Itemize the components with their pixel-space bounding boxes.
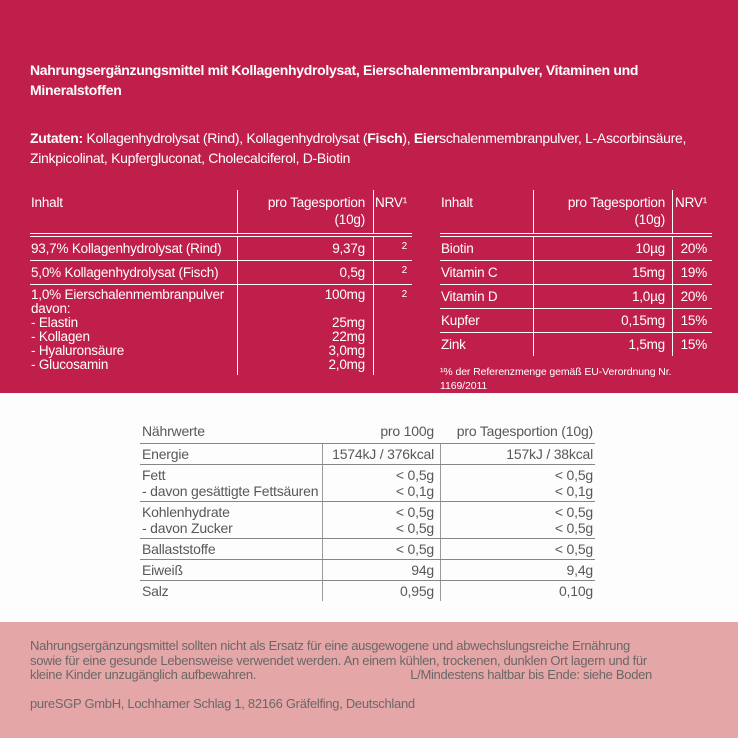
nutrition-section — [0, 393, 738, 622]
row-nrv: 15% — [672, 309, 712, 332]
nutrition-row-energie — [140, 443, 595, 464]
naehrwerte-table — [140, 423, 595, 601]
row-label: 93,7% Kollagenhydrolysat (Rind) — [31, 241, 222, 256]
disclaimer-line2: sowie für eine gesunde Lebensweise verwendet werden. An einem kühlen, trockenen, dunklen Ort lagern und für — [30, 652, 647, 668]
value-line: < 0,5g — [395, 541, 434, 557]
row-portion — [440, 560, 595, 580]
row-label: Biotin — [441, 241, 474, 256]
value-line: < 0,5g — [554, 541, 593, 557]
company-address: pureSGP GmbH, Lochhamer Schlag 1, 82166 Gräfelfing, Deutschland — [30, 695, 415, 711]
row-nrv-footref: 2 — [373, 285, 412, 375]
row-label: 5,0% Kollagenhydrolysat (Fisch) — [31, 265, 219, 280]
nutrition-row-salz — [140, 580, 595, 601]
row-label: Kupfer — [441, 313, 480, 328]
group-labels — [30, 285, 237, 375]
nutrition-header-row — [140, 423, 595, 443]
table-row — [30, 237, 412, 260]
ingredients-line1 — [30, 128, 730, 148]
row-value: 10µg — [533, 237, 672, 260]
value-line: 0,10g — [558, 583, 593, 599]
row-label — [140, 444, 322, 464]
header-portion: pro Tagesportion (10g) — [533, 190, 672, 233]
value-line: < 0,5g — [395, 504, 434, 520]
row-value: 15mg — [533, 261, 672, 284]
header-portion: pro Tagesportion (10g) — [456, 423, 593, 439]
table-row — [440, 332, 712, 356]
label-line: Eiweiß — [142, 562, 183, 578]
label-line: Salz — [142, 583, 169, 599]
row-label: Zink — [441, 337, 466, 352]
table-row — [440, 308, 712, 332]
header-portion: pro Tagesportion (10g) — [237, 190, 373, 233]
table-header-row — [440, 190, 712, 237]
row-label: Vitamin D — [441, 289, 498, 304]
value-line: < 0,1g — [395, 483, 434, 499]
row-portion — [440, 581, 595, 601]
row-value: 0,15mg — [533, 309, 672, 332]
label-line: - davon Zucker — [142, 520, 233, 536]
ingredients-label: Zutaten: — [30, 130, 83, 146]
row-nrv-footref: 2 — [373, 261, 412, 284]
row-label — [140, 539, 322, 559]
ingredients-paragraph — [30, 128, 730, 168]
row-value: 0,5g — [237, 261, 373, 284]
group-value: 3,0mg — [328, 343, 365, 358]
product-title — [30, 60, 720, 100]
row-nrv-footref: 2 — [373, 237, 412, 260]
group-label: 1,0% Eierschalenmembranpulver — [31, 287, 225, 302]
row-portion — [440, 444, 595, 464]
nutrition-row-fett — [140, 464, 595, 501]
group-label: davon: — [31, 301, 71, 316]
header-per100g: pro 100g — [380, 423, 434, 439]
value-line: < 0,5g — [554, 520, 593, 536]
value-line: 157kJ / 38kcal — [506, 446, 593, 462]
ingredients-line2: Zinkpicolinat, Kupfergluconat, Cholecalciferol, D-Biotin — [30, 150, 351, 166]
label-line: Fett — [142, 467, 166, 483]
row-nrv: 20% — [672, 285, 712, 308]
group-value: 25mg — [332, 315, 365, 330]
group-value — [238, 302, 365, 316]
value-line: < 0,5g — [554, 504, 593, 520]
row-per100 — [322, 581, 440, 601]
value-line: < 0,5g — [395, 520, 434, 536]
value-line: 9,4g — [566, 562, 593, 578]
group-label: - Glucosamin — [31, 357, 109, 372]
header-inhalt: Inhalt — [441, 195, 473, 210]
inhalt-table-collagen — [30, 190, 412, 407]
row-value: 1,0µg — [533, 285, 672, 308]
group-label: - Hyaluronsäure — [31, 343, 125, 358]
row-value: 9,37g — [237, 237, 373, 260]
right-column — [440, 190, 712, 407]
row-label — [140, 560, 322, 580]
ingredients-text: schalenmembranpulver, L-Ascorbinsäure, — [439, 130, 687, 146]
footnote-nrv-reference: ¹% der Referenzmenge gemäß EU-Verordnung Nr. 1169/2011 — [440, 366, 672, 392]
row-per100 — [322, 465, 440, 501]
table-row — [440, 260, 712, 284]
table-row — [440, 284, 712, 308]
disclaimer-line1: Nahrungsergänzungsmittel sollten nicht als Ersatz für eine ausgewogene und abwechslungsreiche Ernährung — [30, 638, 630, 653]
row-per100 — [322, 444, 440, 464]
value-line: < 0,5g — [554, 467, 593, 483]
row-label — [140, 502, 322, 538]
row-nrv: 15% — [672, 333, 712, 356]
group-value: 2,0mg — [328, 357, 365, 372]
value-line: 0,95g — [399, 583, 434, 599]
product-title-line1: Nahrungsergänzungsmittel mit Kollagenhydrolysat, Eierschalenmembranpulver, Vitaminen und — [30, 62, 639, 78]
group-value: 22mg — [332, 329, 365, 344]
header-inhalt: Inhalt — [31, 195, 63, 210]
group-value: 100mg — [324, 287, 365, 302]
storage-section — [0, 622, 738, 738]
header-naehrwerte: Nährwerte — [142, 423, 205, 439]
value-line: 94g — [411, 562, 434, 578]
content-tables — [30, 190, 712, 407]
label-line: Kohlenhydrate — [142, 504, 230, 520]
value-line: 1574kJ / 376kcal — [332, 446, 434, 462]
best-before-note: L/Mindestens haltbar bis Ende: siehe Boden — [410, 667, 652, 682]
disclaimer-line3-left: kleine Kinder unzugänglich aufbewahren. — [30, 667, 257, 682]
row-portion — [440, 539, 595, 559]
row-label — [140, 465, 322, 501]
label-line: Ballaststoffe — [142, 541, 216, 557]
row-value: 1,5mg — [533, 333, 672, 356]
label-line: Energie — [142, 446, 189, 462]
table-header-row — [30, 190, 412, 237]
disclaimer-text — [30, 639, 652, 711]
nutrition-row-ballaststoffe — [140, 538, 595, 559]
ingredients-text: ), — [402, 130, 414, 146]
group-label: - Kollagen — [31, 329, 90, 344]
value-line: < 0,1g — [554, 483, 593, 499]
row-per100 — [322, 560, 440, 580]
row-nrv: 20% — [672, 237, 712, 260]
table-row-group — [30, 284, 412, 375]
nutrition-row-kohlenhydrate — [140, 501, 595, 538]
ingredients-bold-fisch: Fisch — [367, 130, 403, 146]
table-row — [440, 237, 712, 260]
product-title-line2: Mineralstoffen — [30, 82, 122, 98]
row-per100 — [322, 502, 440, 538]
header-nrv: NRV¹ — [672, 190, 712, 233]
header-nrv: NRV¹ — [373, 190, 412, 233]
row-nrv: 19% — [672, 261, 712, 284]
row-label — [140, 581, 322, 601]
table-row — [30, 260, 412, 284]
group-values — [237, 285, 373, 375]
ingredients-text: Kollagenhydrolysat (Rind), Kollagenhydrolysat ( — [82, 130, 368, 146]
ingredients-bold-eier: Eier — [413, 130, 440, 146]
label-line: - davon gesättigte Fettsäuren — [142, 483, 319, 499]
row-portion — [440, 502, 595, 538]
row-label: Vitamin C — [441, 265, 498, 280]
disclaimer-line3 — [30, 668, 652, 683]
row-per100 — [322, 539, 440, 559]
row-portion — [440, 465, 595, 501]
group-label: - Elastin — [31, 315, 78, 330]
value-line: < 0,5g — [395, 467, 434, 483]
inhalt-table-vitamins — [440, 190, 712, 356]
nutrition-row-eiweiss — [140, 559, 595, 580]
